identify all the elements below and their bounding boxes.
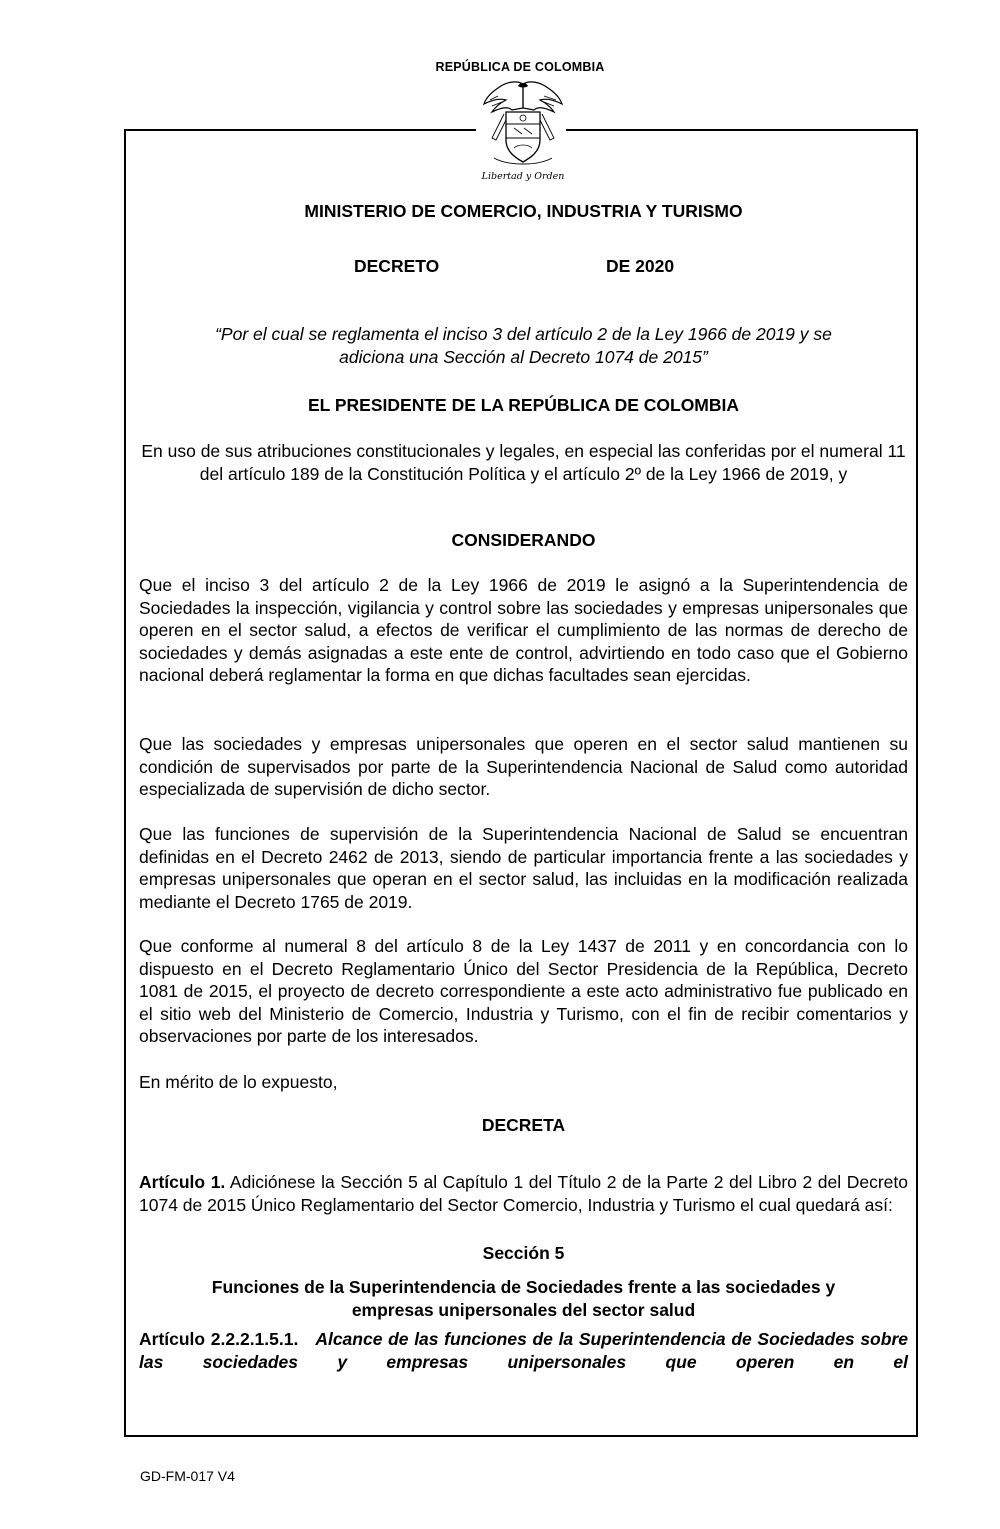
article-1: [139, 1171, 908, 1216]
section-label: Sección 5: [482, 1243, 565, 1263]
country-header: REPÚBLICA DE COLOMBIA: [435, 60, 605, 74]
section-title-line-2: empresas unipersonales del sector salud: [351, 1299, 696, 1320]
considering-paragraph-3: Que las funciones de supervisión de la Superintendencia Nacional de Salud se encuentran definidas en el Decreto 2462 de 2013, siendo de particular importancia frente a las sociedades y empresas unipersonales que operan en el sector salud, las incluidas en la modificación realizada mediante el Decreto 1765 de 2019.: [139, 824, 908, 912]
decreta-heading: DECRETA: [481, 1115, 566, 1135]
epigraph-line-1: “Por el cual se reglamenta el inciso 3 del artículo 2 de la Ley 1966 de 2019 y se: [215, 324, 832, 344]
frame-top-rule-left: [124, 129, 476, 131]
ministry-title: MINISTERIO DE COMERCIO, INDUSTRIA Y TURISMO: [304, 201, 743, 221]
preamble: En uso de sus atribuciones constitucionales y legales, en especial las conferidas por el numeral 11 del artículo 189 de la Constitución Política y el artículo 2º de la Ley 1966 de 2019, y: [141, 441, 906, 484]
merit-statement: En mérito de lo expuesto,: [139, 1072, 338, 1092]
considering-paragraph-4: Que conforme al numeral 8 del artículo 8 de la Ley 1437 de 2011 y en concordancia con lo dispuesto en el Decreto Reglamentario Único del Sector Presidencia de la República, Decreto 1081 de 2015, el proyecto de decreto correspondiente a este acto administrativo fue publicado en el sitio web del Ministerio de Comercio, Industria y Turismo, con el fin de recibir comentarios y observaciones por parte de los interesados.: [139, 936, 908, 1047]
article-2-label: Artículo 2.2.2.1.5.1.: [139, 1329, 299, 1349]
section-title: [139, 1276, 908, 1321]
section-title-line-1: Funciones de la Superintendencia de Sociedades frente a las sociedades y: [211, 1277, 836, 1297]
decree-heading: [139, 256, 908, 278]
president-heading: EL PRESIDENTE DE LA REPÚBLICA DE COLOMBIA: [307, 395, 740, 415]
frame-top-rule-right: [566, 129, 918, 131]
considering-paragraph-2: Que las sociedades y empresas unipersonales que operen en el sector salud mantienen su condición de supervisados por parte de la Superintendencia Nacional de Salud como autoridad especializada de supervisión de dicho sector.: [139, 734, 908, 800]
epigraph-line-2: adiciona una Sección al Decreto 1074 de 2015”: [339, 346, 708, 367]
article-1-text: Adiciónese la Sección 5 al Capítulo 1 del Título 2 de la Parte 2 del Libro 2 del Decreto 1074 de 2015 Único Reglamentario del Sector Comercio, Industria y Turismo el cual quedará así:: [139, 1172, 908, 1215]
considering-paragraph-1: Que el inciso 3 del artículo 2 de la Ley 1966 de 2019 le asignó a la Superintendencia de Sociedades la inspección, vigilancia y control sobre las sociedades y empresas unipersonales que operen en el sector salud, a efectos de verificar el cumplimiento de las normas de derecho de sociedades y demás asignadas a este ente de control, advirtiendo en todo caso que el Gobierno nacional deberá reglamentar la forma en que dichas facultades sean ejercidas.: [139, 575, 908, 686]
form-code: GD-FM-017 V4: [140, 1468, 235, 1484]
decree-year: DE 2020: [606, 256, 675, 276]
decree-label: DECRETO: [354, 256, 440, 276]
svg-text:Libertad y Orden: Libertad y Orden: [481, 171, 565, 182]
article-2-2-2-1-5-1: [139, 1328, 908, 1373]
decree-epigraph: [139, 323, 908, 368]
article-2-title: Alcance de las funciones de la Superintendencia de Sociedades sobre las sociedades y empresas unipersonales que operen en el: [139, 1329, 908, 1372]
article-1-label: Artículo 1.: [139, 1172, 226, 1192]
considerando-heading: CONSIDERANDO: [451, 530, 596, 550]
